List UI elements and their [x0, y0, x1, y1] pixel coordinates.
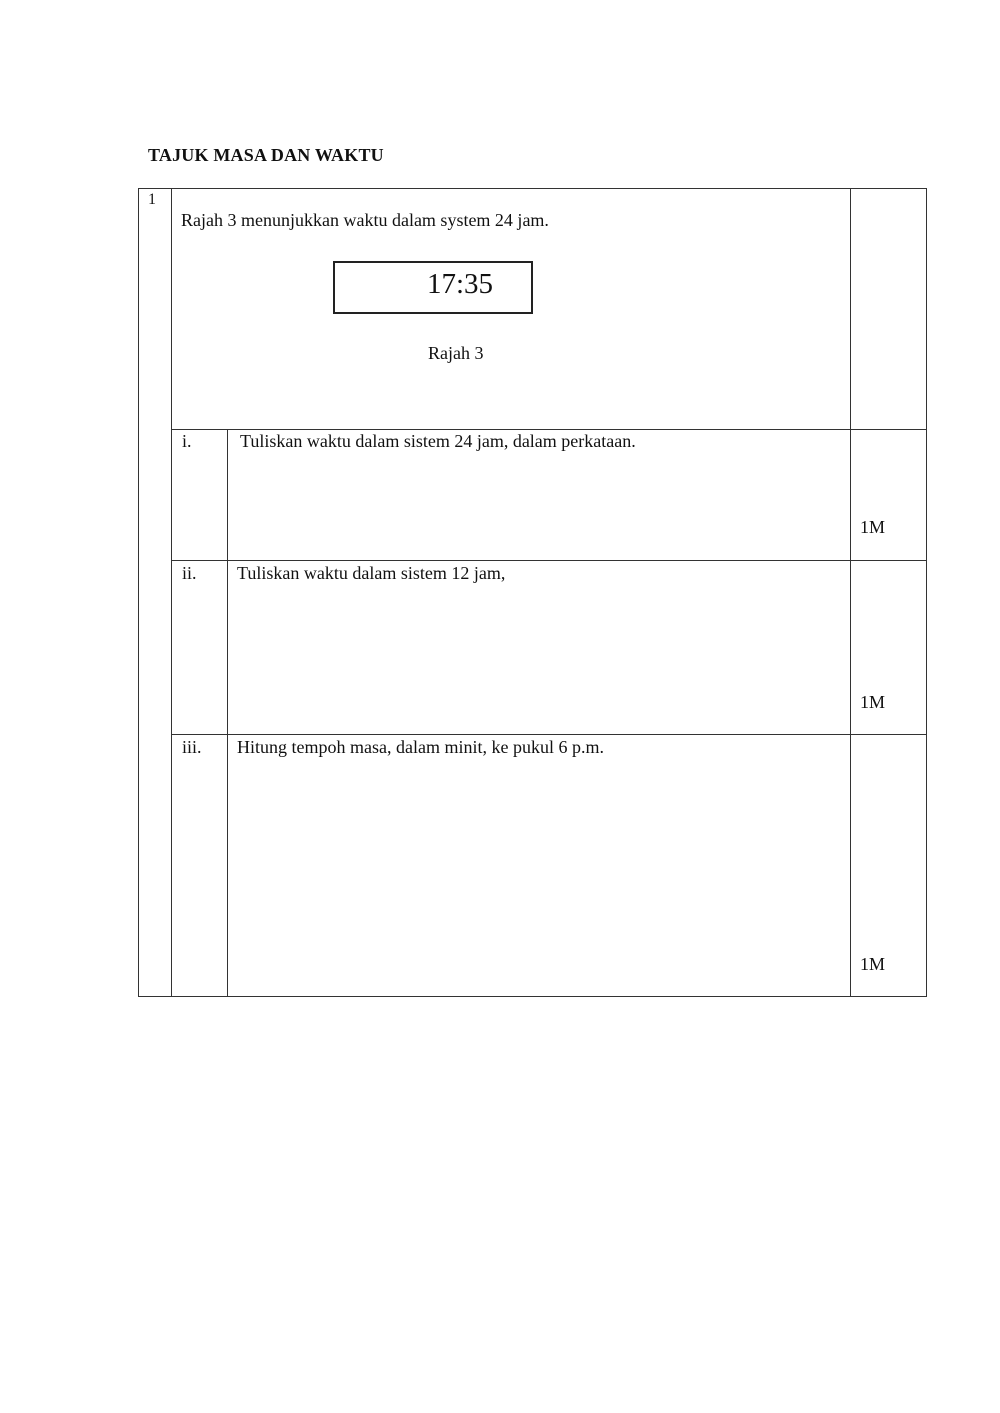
part-marks-ii: 1M [860, 692, 886, 712]
question-intro: Rajah 3 menunjukkan waktu dalam system 24 jam. [181, 210, 549, 230]
part-text-iii: Hitung tempoh masa, dalam minit, ke pukul 6 p.m. [237, 737, 604, 757]
question-number: 1 [148, 191, 156, 208]
part-label-ii: ii. [182, 563, 197, 583]
worksheet-title: TAJUK MASA DAN WAKTU [148, 145, 384, 165]
figure-caption: Rajah 3 [428, 343, 484, 363]
marks-column-divider [850, 188, 851, 997]
part-text-i: Tuliskan waktu dalam sistem 24 jam, dalam perkataan. [240, 431, 636, 451]
part-label-column-divider [227, 429, 228, 997]
part-marks-iii: 1M [860, 954, 886, 974]
part-label-iii: iii. [182, 737, 202, 757]
row-divider-3 [171, 734, 927, 735]
clock-time: 17:35 [427, 268, 494, 300]
row-divider-2 [171, 560, 927, 561]
number-column-divider [171, 188, 172, 997]
row-divider-1 [171, 429, 927, 430]
part-label-i: i. [182, 431, 192, 451]
digital-clock-display [333, 261, 533, 314]
part-marks-i: 1M [860, 517, 886, 537]
part-text-ii: Tuliskan waktu dalam sistem 12 jam, [237, 563, 506, 583]
